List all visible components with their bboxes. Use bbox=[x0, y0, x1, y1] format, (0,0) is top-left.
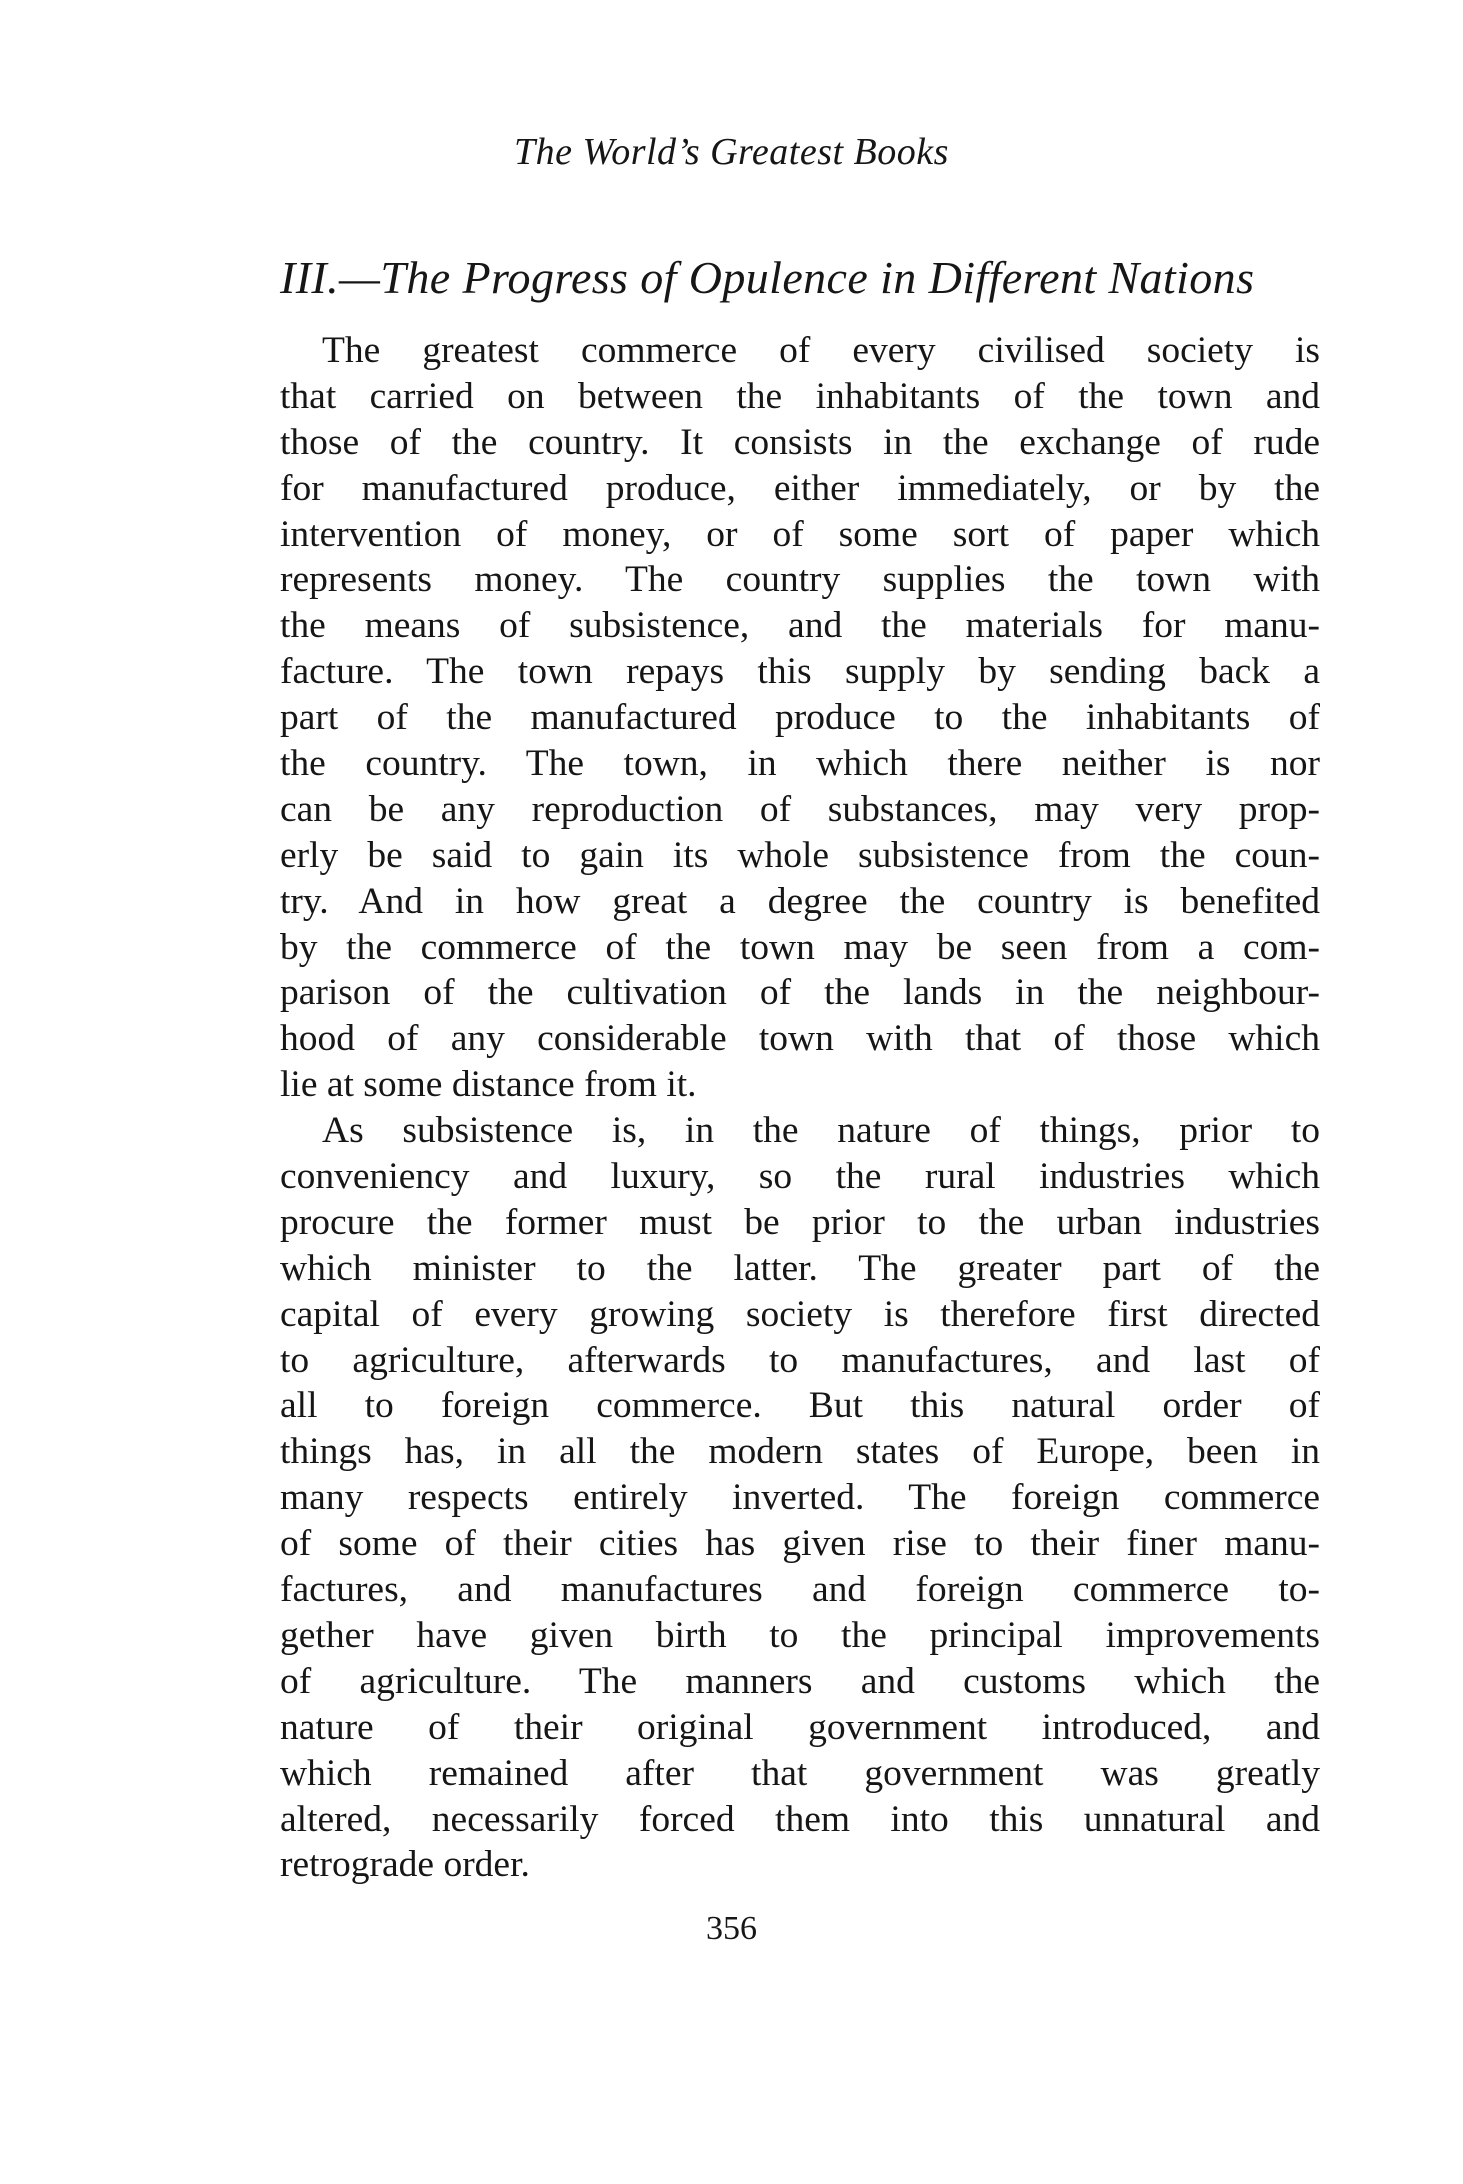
text-line: altered, necessarily forced them into this unnatural and bbox=[280, 1798, 1320, 1840]
text-line: those of the country. It consists in the exchange of rude bbox=[280, 421, 1320, 463]
text-line: all to foreign commerce. But this natural order of bbox=[280, 1385, 1320, 1427]
text-line: try. And in how great a degree the country is benefited bbox=[280, 880, 1320, 922]
text-line: many respects entirely inverted. The foreign commerce bbox=[280, 1477, 1320, 1519]
text-line: factures, and manufactures and foreign commerce to- bbox=[280, 1569, 1320, 1611]
text-line: things has, in all the modern states of Europe, been in bbox=[280, 1431, 1320, 1473]
text-line: retrograde order. bbox=[280, 1844, 530, 1886]
text-line: hood of any considerable town with that of those which bbox=[280, 1018, 1320, 1060]
text-line: gether have given birth to the principal improvements bbox=[280, 1614, 1320, 1656]
text-line: for manufactured produce, either immediately, or by the bbox=[280, 467, 1320, 509]
text-line: to agriculture, afterwards to manufactures, and last of bbox=[280, 1339, 1320, 1381]
text-line: facture. The town repays this supply by sending back a bbox=[280, 651, 1320, 693]
text-line: part of the manufactured produce to the inhabitants of bbox=[280, 697, 1320, 739]
running-head: The World’s Greatest Books bbox=[514, 131, 949, 173]
text-line: of some of their cities has given rise to their finer manu- bbox=[280, 1523, 1320, 1565]
text-line: lie at some distance from it. bbox=[280, 1064, 697, 1106]
text-line: which minister to the latter. The greater part of the bbox=[280, 1247, 1320, 1289]
text-line: nature of their original government introduced, and bbox=[280, 1706, 1320, 1748]
text-line: procure the former must be prior to the urban industries bbox=[280, 1201, 1320, 1243]
text-line: represents money. The country supplies the town with bbox=[280, 559, 1320, 601]
paragraph-2 bbox=[280, 1108, 1320, 1888]
text-line: capital of every growing society is therefore first directed bbox=[280, 1293, 1320, 1335]
text-line: by the commerce of the town may be seen from a com- bbox=[280, 926, 1320, 968]
page-number: 356 bbox=[706, 1910, 757, 1947]
text-line: that carried on between the inhabitants of the town and bbox=[280, 375, 1320, 417]
text-line: The greatest commerce of every civilised society is bbox=[322, 330, 1320, 371]
text-line: As subsistence is, in the nature of things, prior to bbox=[322, 1110, 1320, 1152]
chapter-title: III.—The Progress of Opulence in Different Nations bbox=[280, 252, 1255, 303]
text-line: of agriculture. The manners and customs which the bbox=[280, 1660, 1320, 1702]
text-line: can be any reproduction of substances, may very prop- bbox=[280, 788, 1320, 830]
text-line: the country. The town, in which there neither is nor bbox=[280, 743, 1320, 785]
text-line: the means of subsistence, and the materials for manu- bbox=[280, 605, 1320, 647]
text-line: which remained after that government was greatly bbox=[280, 1752, 1320, 1794]
text-line: intervention of money, or of some sort of paper which bbox=[280, 513, 1320, 555]
text-line: erly be said to gain its whole subsistence from the coun- bbox=[280, 834, 1320, 876]
body-text bbox=[280, 328, 1320, 1888]
text-line: parison of the cultivation of the lands in the neighbour- bbox=[280, 972, 1320, 1014]
text-line: conveniency and luxury, so the rural industries which bbox=[280, 1156, 1320, 1198]
paragraph-1 bbox=[280, 328, 1320, 1108]
